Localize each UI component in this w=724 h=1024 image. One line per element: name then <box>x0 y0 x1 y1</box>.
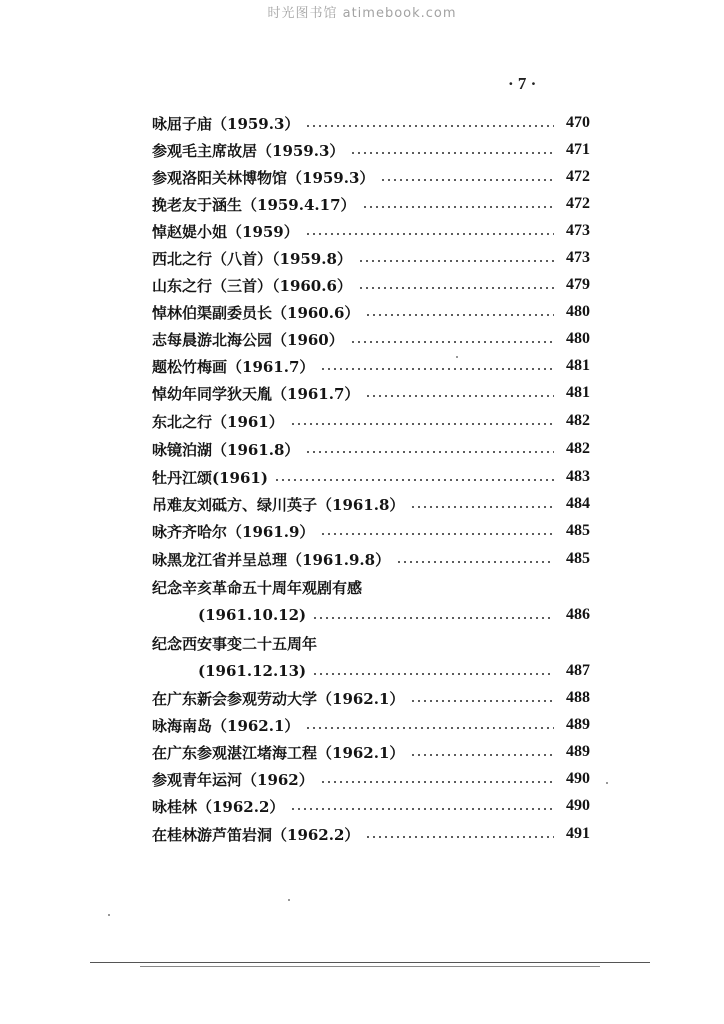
entry-page-number: 482 <box>566 440 590 457</box>
dot-leader <box>320 781 554 783</box>
dot-leader <box>365 836 554 838</box>
entry-page-number: 480 <box>566 330 590 347</box>
entry-title: 题松竹梅画（1961.7） <box>152 357 315 376</box>
entry-date: (1961.10.12) <box>198 606 307 624</box>
dot-leader <box>320 368 554 370</box>
toc-entry-continuation <box>198 660 590 682</box>
scan-speck <box>456 356 458 358</box>
toc-entry <box>152 382 590 404</box>
toc-entry <box>152 714 590 736</box>
toc-entry <box>152 220 590 242</box>
toc-entry-continuation <box>198 604 590 626</box>
toc-entry <box>152 301 590 323</box>
toc-entry <box>152 410 590 432</box>
entry-page-number: 488 <box>566 689 590 706</box>
dot-leader <box>290 423 554 425</box>
entry-page-number: 483 <box>566 468 590 485</box>
toc-entry <box>152 687 590 709</box>
toc-entry <box>152 193 590 215</box>
entry-page-number: 472 <box>566 168 590 185</box>
entry-page-number: 481 <box>566 357 590 374</box>
entry-page-number: 485 <box>566 550 590 567</box>
toc-entry <box>152 795 590 817</box>
entry-page-number: 473 <box>566 222 590 239</box>
dot-leader <box>410 700 554 702</box>
entry-page-number: 481 <box>566 384 590 401</box>
entry-page-number: 490 <box>566 797 590 814</box>
entry-page-number: 484 <box>566 495 590 512</box>
entry-title: 咏海南岛（1962.1） <box>152 716 300 735</box>
toc-entry <box>152 823 590 845</box>
entry-title: 牡丹江颂(1961) <box>152 468 268 487</box>
entry-title: 吊难友刘砥方、绿川英子（1961.8） <box>152 495 405 514</box>
dot-leader <box>312 617 554 619</box>
scan-speck <box>108 914 110 916</box>
entry-page-number: 480 <box>566 303 590 320</box>
entry-title: 咏镜泊湖（1961.8） <box>152 440 300 459</box>
toc-entry <box>152 274 590 296</box>
entry-title: 纪念西安事变二十五周年 <box>152 634 318 653</box>
entry-page-number: 479 <box>566 276 590 293</box>
dot-leader <box>320 533 554 535</box>
entry-page-number: 486 <box>566 606 590 623</box>
toc-entry <box>152 438 590 460</box>
entry-page-number: 489 <box>566 716 590 733</box>
entry-title: 参观青年运河（1962） <box>152 770 314 789</box>
entry-page-number: 485 <box>566 522 590 539</box>
entry-page-number: 470 <box>566 114 590 131</box>
scan-speck <box>606 782 608 784</box>
entry-page-number: 490 <box>566 770 590 787</box>
entry-title: 挽老友于涵生（1959.4.17） <box>152 195 356 214</box>
entry-title: 悼林伯渠副委员长（1960.6） <box>152 303 360 322</box>
entry-date: (1961.12.13) <box>198 662 307 680</box>
entry-title: 悼赵媞小姐（1959） <box>152 222 299 241</box>
footer-rule <box>90 962 650 963</box>
toc-entry <box>152 520 590 542</box>
toc-entry <box>152 328 590 350</box>
toc-entry-heading <box>152 632 590 654</box>
entry-page-number: 482 <box>566 412 590 429</box>
dot-leader <box>365 395 554 397</box>
toc-entry <box>152 139 590 161</box>
watermark-text: 时光图书馆 atimebook.com <box>267 6 457 21</box>
entry-title: 在广东新会参观劳动大学（1962.1） <box>152 689 405 708</box>
toc-entry <box>152 466 590 488</box>
toc-entry <box>152 548 590 570</box>
entry-title: 咏齐齐哈尔（1961.9） <box>152 522 315 541</box>
entry-title: 悼幼年同学狄天胤（1961.7） <box>152 384 360 403</box>
dot-leader <box>290 808 554 810</box>
dot-leader <box>305 233 554 235</box>
entry-title: 参观毛主席故居（1959.3） <box>152 141 345 160</box>
entry-page-number: 487 <box>566 662 590 679</box>
entry-page-number: 473 <box>566 249 590 266</box>
toc-entry <box>152 247 590 269</box>
toc-entry <box>152 741 590 763</box>
toc-entry <box>152 493 590 515</box>
dot-leader <box>312 673 554 675</box>
entry-page-number: 472 <box>566 195 590 212</box>
dot-leader <box>365 314 554 316</box>
entry-page-number: 471 <box>566 141 590 158</box>
dot-leader <box>305 727 554 729</box>
entry-title: 咏黑龙江省并呈总理（1961.9.8） <box>152 550 391 569</box>
toc-entry-heading <box>152 576 590 598</box>
entry-page-number: 491 <box>566 825 590 842</box>
dot-leader <box>380 179 554 181</box>
toc-entry <box>152 166 590 188</box>
toc-entry <box>152 355 590 377</box>
dot-leader <box>358 260 554 262</box>
entry-title: 在广东参观湛江堵海工程（1962.1） <box>152 743 405 762</box>
entry-title: 参观洛阳关林博物馆（1959.3） <box>152 168 375 187</box>
dot-leader <box>305 451 554 453</box>
dot-leader <box>274 479 554 481</box>
dot-leader <box>396 561 554 563</box>
dot-leader <box>410 754 554 756</box>
footer-rule-secondary <box>140 966 600 967</box>
entry-title: 咏屈子庙（1959.3） <box>152 114 300 133</box>
dot-leader <box>362 206 554 208</box>
dot-leader <box>350 152 554 154</box>
page-number: · 7 · <box>508 74 537 93</box>
dot-leader <box>358 287 554 289</box>
toc-entry <box>152 112 590 134</box>
entry-title: 志每晨游北海公园（1960） <box>152 330 344 349</box>
entry-title: 在桂林游芦笛岩洞（1962.2） <box>152 825 360 844</box>
entry-title: 纪念辛亥革命五十周年观剧有感 <box>152 578 363 597</box>
entry-title: 东北之行（1961） <box>152 412 284 431</box>
entry-page-number: 489 <box>566 743 590 760</box>
entry-title: 咏桂林（1962.2） <box>152 797 285 816</box>
dot-leader <box>410 506 554 508</box>
scan-speck <box>288 899 290 901</box>
toc-entry <box>152 768 590 790</box>
dot-leader <box>350 341 554 343</box>
dot-leader <box>305 125 554 127</box>
entry-title: 山东之行（三首）（1960.6） <box>152 276 352 295</box>
entry-title: 西北之行（八首）（1959.8） <box>152 249 352 268</box>
